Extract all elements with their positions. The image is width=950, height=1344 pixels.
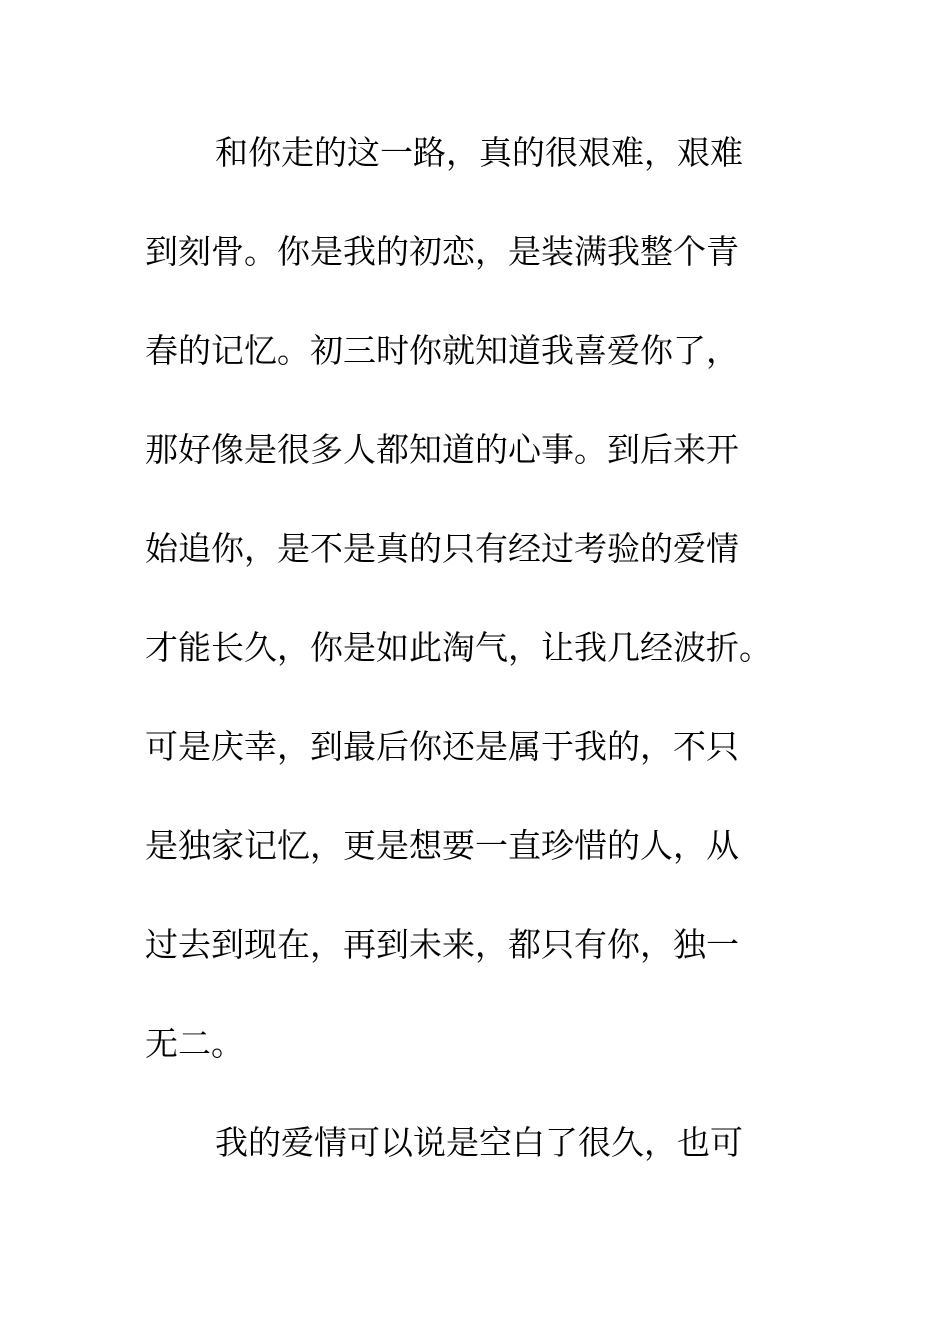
paragraph-1-line-2: 到刻骨。你是我的初恋，是装满我整个青 — [145, 232, 739, 271]
paragraph-1-line-8: 是独家记忆，更是想要一直珍惜的人，从 — [145, 826, 739, 865]
paragraph-1-line-10: 无二。 — [145, 1024, 244, 1063]
paragraph-2-line-1: 我的爱情可以说是空白了很久，也可 — [215, 1123, 743, 1162]
paragraph-1-line-4: 那好像是很多人都知道的心事。到后来开 — [145, 430, 739, 469]
paragraph-1-line-7: 可是庆幸，到最后你还是属于我的，不只 — [145, 727, 739, 766]
paragraph-1-line-1: 和你走的这一路，真的很艰难，艰难 — [215, 133, 743, 172]
paragraph-1-line-3: 春的记忆。初三时你就知道我喜爱你了， — [145, 331, 739, 370]
paragraph-1-line-5: 始追你，是不是真的只有经过考验的爱情 — [145, 529, 739, 568]
paragraph-1-line-6: 才能长久，你是如此淘气，让我几经波折。 — [145, 628, 772, 667]
paragraph-1-line-9: 过去到现在，再到未来，都只有你，独一 — [145, 925, 739, 964]
